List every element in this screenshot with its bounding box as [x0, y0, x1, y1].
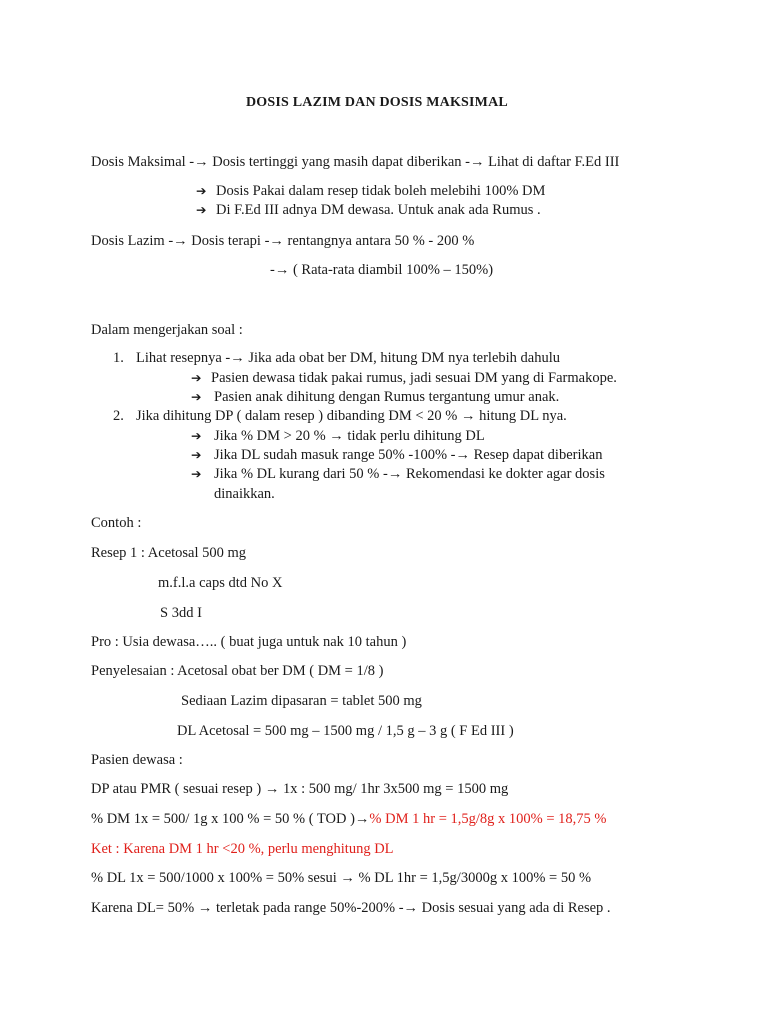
line-pasien-anak: Pasien anak dihitung dengan Rumus tergantung umur anak. — [214, 389, 560, 405]
document-title: DOSIS LAZIM DAN DOSIS MAKSIMAL — [246, 95, 508, 110]
line-ket-highlight: Ket : Karena DM 1 hr <20 %, perlu menghitung DL — [91, 841, 394, 857]
line-sediaan: Sediaan Lazim dipasaran = tablet 500 mg — [181, 693, 422, 709]
dm-1x-text: % DM 1x = 500/ 1g x 100 % = 50 % ( TOD )→ — [91, 811, 370, 827]
list-number: 2. — [113, 408, 124, 424]
arrow-bullet-icon: ➔ — [191, 447, 202, 462]
dm-1hr-highlight: % DM 1 hr = 1,5g/8g x 100% = 18,75 % — [369, 811, 607, 827]
arrow-bullet-icon: ➔ — [191, 389, 202, 404]
line-fed-iii: Di F.Ed III adnya DM dewasa. Untuk anak ada Rumus . — [216, 202, 541, 218]
list-item-lihat-resep: Lihat resepnya -→ Jika ada obat ber DM, hitung DM nya terlebih dahulu — [136, 350, 561, 366]
line-dp-pmr: DP atau PMR ( sesuai resep ) → 1x : 500 mg/ 1hr 3x500 mg = 1500 mg — [91, 781, 509, 797]
line-dm-calc — [91, 810, 606, 828]
line-karena-dl: Karena DL= 50% → terletak pada range 50%-200% -→ Dosis sesuai yang ada di Resep . — [91, 900, 611, 916]
line-pasien-dewasa: Pasien dewasa tidak pakai rumus, jadi sesuai DM yang di Farmakope. — [211, 370, 617, 386]
arrow-bullet-icon: ➔ — [196, 202, 207, 217]
line-mfla: m.f.l.a caps dtd No X — [158, 575, 283, 591]
list-item-jika-dihitung: Jika dihitung DP ( dalam resep ) dibanding DM < 20 % → hitung DL nya. — [136, 408, 567, 424]
line-dosis-lazim: Dosis Lazim -→ Dosis terapi -→ rentangnya antara 50 % - 200 % — [91, 233, 475, 249]
line-jika-dl-sudah: Jika DL sudah masuk range 50% -100% -→ Resep dapat diberikan — [214, 447, 603, 463]
line-dl-calc: % DL 1x = 500/1000 x 100% = 50% sesui → % DL 1hr = 1,5g/3000g x 100% = 50 % — [91, 870, 592, 886]
line-resep-1: Resep 1 : Acetosal 500 mg — [91, 545, 247, 561]
line-jika-dl-kurang: Jika % DL kurang dari 50 % -→ Rekomendasi ke dokter agar dosis — [214, 466, 605, 482]
line-penyelesaian: Penyelesaian : Acetosal obat ber DM ( DM = 1/8 ) — [91, 663, 384, 679]
line-jika-dm: Jika % DM > 20 % → tidak perlu dihitung DL — [214, 428, 485, 444]
line-s3dd: S 3dd I — [160, 605, 202, 621]
line-dalam-mengerjakan: Dalam mengerjakan soal : — [91, 322, 243, 338]
line-pasien-dewasa-heading: Pasien dewasa : — [91, 752, 183, 768]
arrow-bullet-icon: ➔ — [191, 428, 202, 443]
arrow-bullet-icon: ➔ — [191, 370, 202, 385]
list-number: 1. — [113, 350, 124, 366]
line-pro: Pro : Usia dewasa….. ( buat juga untuk nak 10 tahun ) — [91, 634, 407, 650]
line-dinaikkan: dinaikkan. — [214, 486, 275, 502]
arrow-bullet-icon: ➔ — [191, 466, 202, 481]
arrow-bullet-icon: ➔ — [196, 183, 207, 198]
line-contoh: Contoh : — [91, 515, 142, 531]
line-dosis-pakai: Dosis Pakai dalam resep tidak boleh melebihi 100% DM — [216, 183, 546, 199]
line-dl-acetosal: DL Acetosal = 500 mg – 1500 mg / 1,5 g – 3 g ( F Ed III ) — [177, 723, 514, 739]
line-dosis-maksimal: Dosis Maksimal -→ Dosis tertinggi yang masih dapat diberikan -→ Lihat di daftar F.Ed III — [91, 154, 620, 170]
line-rata-rata: -→ ( Rata-rata diambil 100% – 150%) — [270, 262, 494, 278]
